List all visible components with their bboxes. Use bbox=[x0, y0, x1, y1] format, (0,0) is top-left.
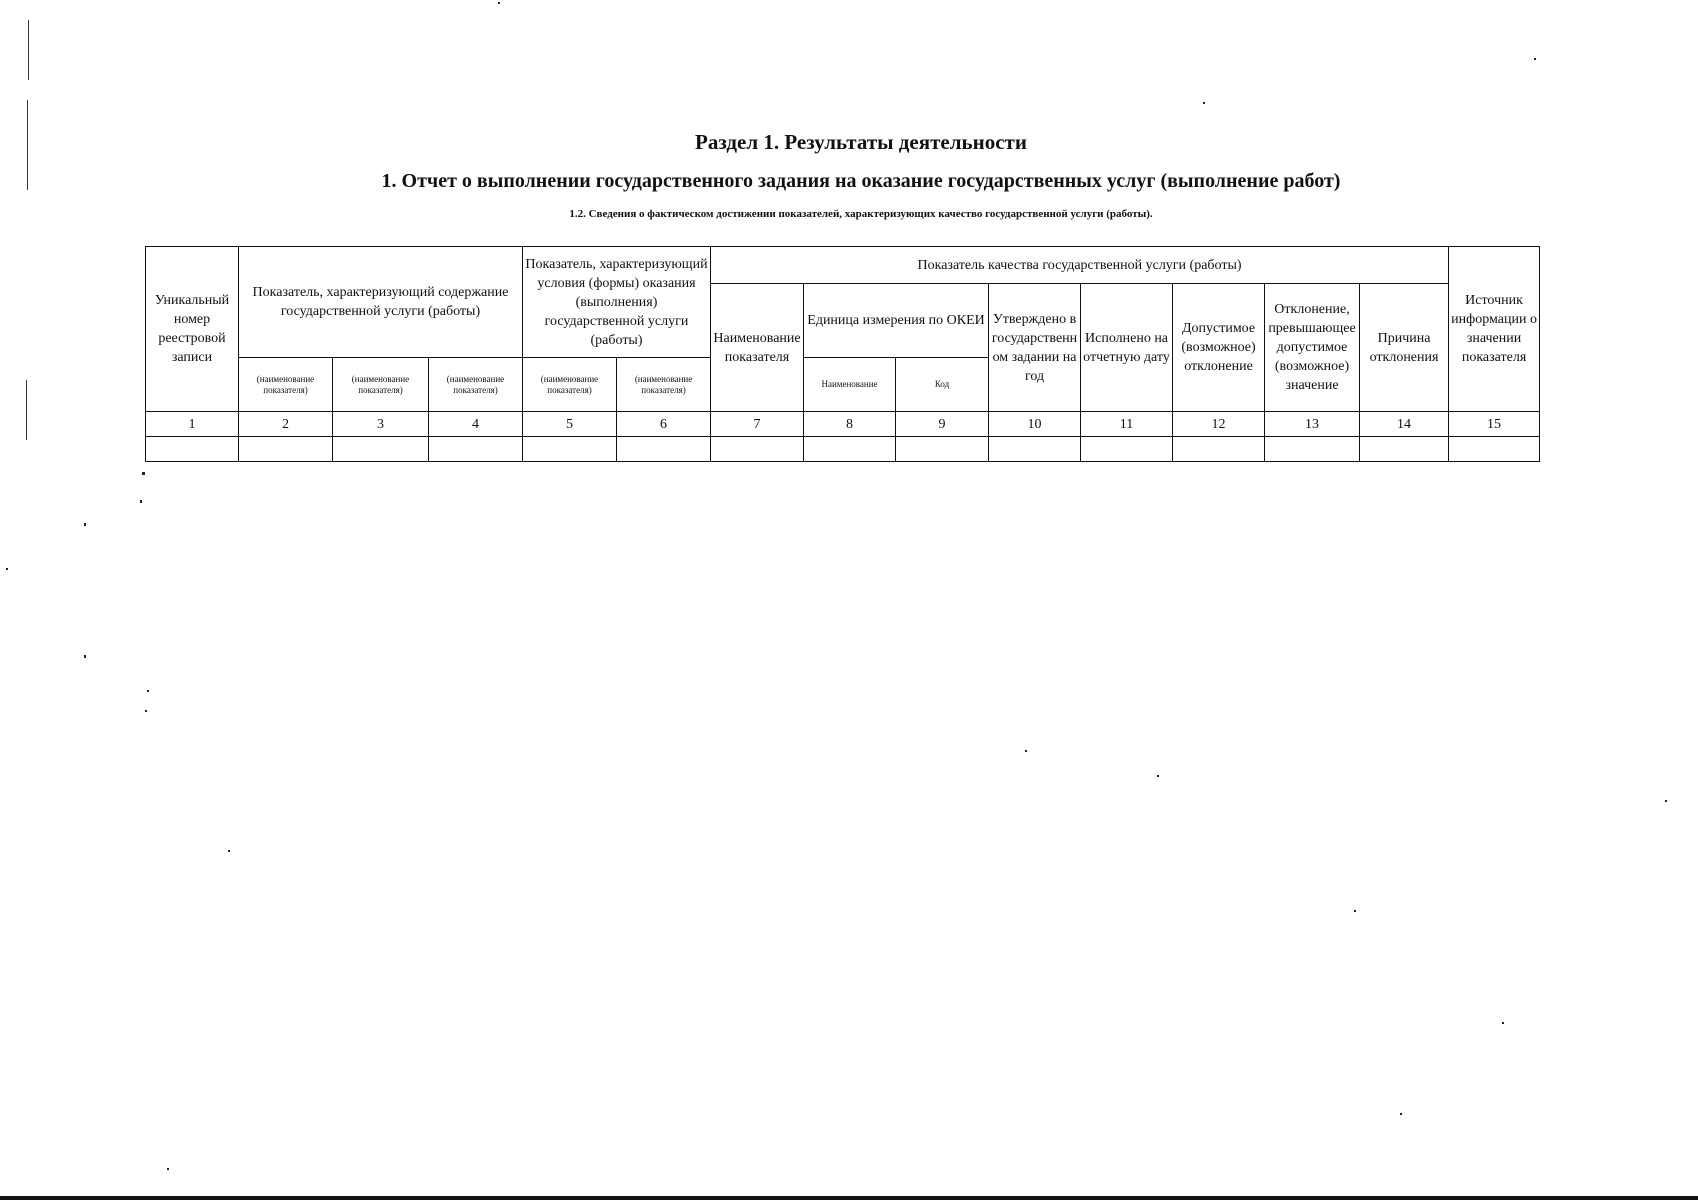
scan-speck bbox=[498, 2, 500, 4]
column-number: 2 bbox=[239, 412, 333, 437]
report-title: 1. Отчет о выполнении государственного задания на оказание государственных услуг (выполнение работ) bbox=[381, 170, 1341, 192]
scan-speck bbox=[140, 500, 142, 503]
header-source-info: Источник информации о значении показателя bbox=[1449, 247, 1540, 412]
scan-speck bbox=[1203, 102, 1205, 104]
empty-cell bbox=[1449, 437, 1540, 462]
scan-speck bbox=[147, 690, 149, 692]
subheader-unit-name: Наименование bbox=[804, 358, 896, 412]
scan-speck bbox=[1157, 775, 1159, 777]
scan-margin-line bbox=[26, 380, 27, 440]
column-number: 15 bbox=[1449, 412, 1540, 437]
empty-cell bbox=[146, 437, 239, 462]
header-condition-indicator: Показатель, характеризующий условия (формы) оказания (выполнения) государственной услуги (работы) bbox=[523, 247, 711, 358]
column-number: 4 bbox=[429, 412, 523, 437]
empty-cell bbox=[617, 437, 711, 462]
column-number: 5 bbox=[523, 412, 617, 437]
column-number: 10 bbox=[989, 412, 1081, 437]
column-number: 9 bbox=[896, 412, 989, 437]
empty-cell bbox=[896, 437, 989, 462]
quality-indicators-table bbox=[145, 246, 1540, 462]
scan-speck bbox=[1665, 800, 1667, 802]
report-subtitle: 1.2. Сведения о фактическом достижении показателей, характеризующих качество государственной услуги (работы). bbox=[569, 208, 1153, 220]
scan-speck bbox=[1534, 58, 1536, 60]
column-number: 6 bbox=[617, 412, 711, 437]
header-allowed-deviation: Допустимое (возможное) отклонение bbox=[1173, 284, 1265, 412]
empty-cell bbox=[1265, 437, 1360, 462]
empty-cell bbox=[429, 437, 523, 462]
subheader-name-1: (наименование показателя) bbox=[239, 358, 333, 412]
scan-speck bbox=[145, 710, 147, 712]
column-number: 1 bbox=[146, 412, 239, 437]
column-number: 12 bbox=[1173, 412, 1265, 437]
scan-speck bbox=[1025, 750, 1027, 752]
empty-cell bbox=[1173, 437, 1265, 462]
scan-speck bbox=[6, 568, 8, 570]
scan-speck bbox=[167, 1168, 169, 1170]
empty-cell bbox=[1081, 437, 1173, 462]
column-number: 13 bbox=[1265, 412, 1360, 437]
empty-cell bbox=[523, 437, 617, 462]
subheader-name-3: (наименование показателя) bbox=[429, 358, 523, 412]
header-excess-deviation: Отклонение, превышающее допустимое (возможное) значение bbox=[1265, 284, 1360, 412]
scan-speck bbox=[228, 850, 230, 852]
subheader-name-5: (наименование показателя) bbox=[617, 358, 711, 412]
header-quality-indicator: Показатель качества государственной услуги (работы) bbox=[711, 247, 1449, 284]
scan-bottom-edge bbox=[0, 1196, 1698, 1200]
header-executed: Исполнено на отчетную дату bbox=[1081, 284, 1173, 412]
empty-cell bbox=[239, 437, 333, 462]
subheader-unit-code: Код bbox=[896, 358, 989, 412]
subheader-name-2: (наименование показателя) bbox=[333, 358, 429, 412]
scan-speck bbox=[1354, 910, 1356, 912]
empty-cell bbox=[333, 437, 429, 462]
table-row bbox=[146, 437, 1540, 462]
header-content-indicator: Показатель, характеризующий содержание государственной услуги (работы) bbox=[239, 247, 523, 358]
header-indicator-name: Наименование показателя bbox=[711, 284, 804, 412]
column-number: 14 bbox=[1360, 412, 1449, 437]
section-title: Раздел 1. Результаты деятельности bbox=[695, 130, 1027, 154]
empty-cell bbox=[804, 437, 896, 462]
header-approved: Утверждено в государственном задании на год bbox=[989, 284, 1081, 412]
header-unique-number: Уникальный номер реестровой записи bbox=[146, 247, 239, 412]
empty-cell bbox=[989, 437, 1081, 462]
scan-speck bbox=[84, 523, 86, 526]
column-number: 8 bbox=[804, 412, 896, 437]
scan-margin-line bbox=[27, 100, 28, 190]
scan-speck bbox=[1502, 1022, 1504, 1024]
empty-cell bbox=[711, 437, 804, 462]
header-unit-okei: Единица измерения по ОКЕИ bbox=[804, 284, 989, 358]
scan-speck bbox=[1400, 1113, 1402, 1115]
subheader-name-4: (наименование показателя) bbox=[523, 358, 617, 412]
column-number: 3 bbox=[333, 412, 429, 437]
scan-margin-line bbox=[28, 20, 29, 80]
column-number: 11 bbox=[1081, 412, 1173, 437]
empty-cell bbox=[1360, 437, 1449, 462]
scan-speck bbox=[142, 472, 145, 475]
column-number: 7 bbox=[711, 412, 804, 437]
scan-speck bbox=[84, 655, 86, 658]
header-deviation-reason: Причина отклонения bbox=[1360, 284, 1449, 412]
